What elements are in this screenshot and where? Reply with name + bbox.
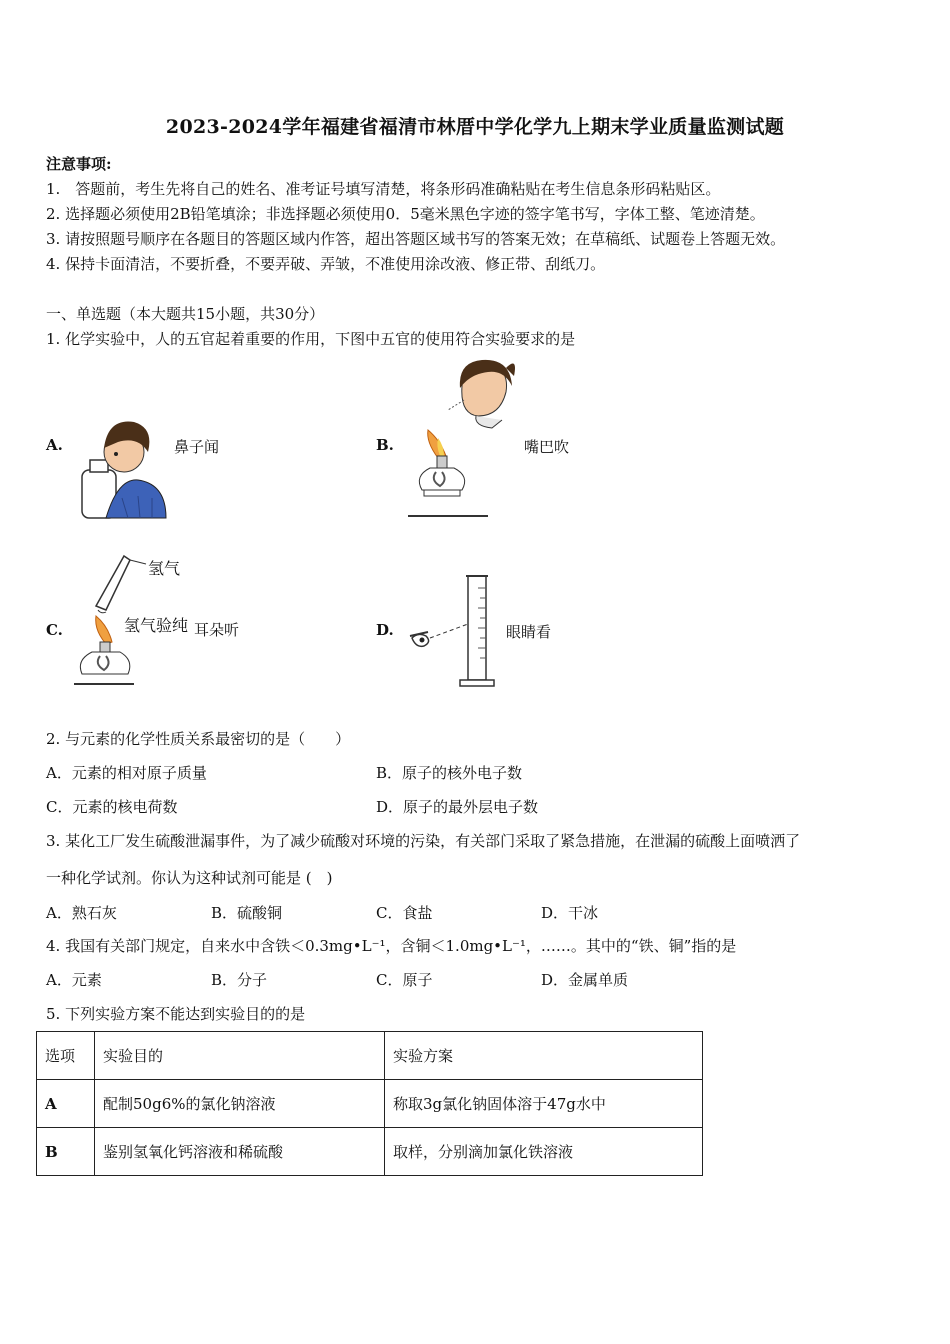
experiment-table xyxy=(36,1031,703,1176)
question-3-stem: 3. 某化工厂发生硫酸泄漏事件，为了减少硫酸对环境的污染，有关部门采取了紧急措施，在泄漏的硫酸上面喷洒了 xyxy=(46,832,801,850)
table-cell: 鉴别氢氧化钙溶液和稀硫酸 xyxy=(95,1128,385,1176)
table-header-cell: 选项 xyxy=(37,1032,95,1080)
question-1-stem: 1. 化学实验中，人的五官起着重要的作用，下图中五官的使用符合实验要求的是 xyxy=(46,330,576,348)
q2-option: A．元素的相对原子质量 xyxy=(46,764,207,782)
question-4-stem: 4. 我国有关部门规定，自来水中含铁＜0.3mg•L⁻¹，含铜＜1.0mg•L⁻¹，……。其中的“铁、铜”指的是 xyxy=(46,937,737,955)
q1-option-key: B. xyxy=(376,436,394,454)
notice-item: 4. 保持卡面清洁，不要折叠，不要弄破、弄皱，不准使用涂改液、修正带、刮纸刀。 xyxy=(46,255,606,273)
table-cell: B xyxy=(37,1128,95,1176)
table-row xyxy=(37,1128,703,1176)
q4-option: D．金属单质 xyxy=(541,971,629,989)
page-title: 2023-2024学年福建省福清市林厝中学化学九上期末学业质量监测试题 xyxy=(165,116,785,138)
q3-option: D．干冰 xyxy=(541,904,599,922)
q2-option: C．元素的核电荷数 xyxy=(46,798,178,816)
notice-item: 1. 答题前，考生先将自己的姓名、准考证号填写清楚，将条形码准确粘贴在考生信息条形码粘贴区。 xyxy=(46,180,721,198)
table-header-cell: 实验目的 xyxy=(95,1032,385,1080)
question-5-stem: 5. 下列实验方案不能达到实验目的的是 xyxy=(46,1005,306,1023)
section-heading: 一、单选题（本大题共15小题，共30分） xyxy=(46,305,325,323)
q1-option-caption: 鼻子闻 xyxy=(174,438,220,456)
q1-figure-a-smell xyxy=(78,408,170,522)
notice-heading: 注意事项: xyxy=(46,155,112,173)
q3-option: C．食盐 xyxy=(376,904,433,922)
q2-option: B．原子的核外电子数 xyxy=(376,764,523,782)
q1-c-label-test: 氢气验纯 xyxy=(124,616,189,635)
q1-option-caption: 嘴巴吹 xyxy=(524,438,570,456)
q1-figure-b-blow xyxy=(406,356,522,520)
table-cell: A xyxy=(37,1080,95,1128)
q1-option-key: C. xyxy=(46,621,63,639)
notice-item: 2. 选择题必须使用2B铅笔填涂；非选择题必须使用0．5毫米黑色字迹的签字笔书写，字体工整、笔迹清楚。 xyxy=(46,205,765,223)
q3-option: B．硫酸铜 xyxy=(211,904,283,922)
q3-option: A．熟石灰 xyxy=(46,904,117,922)
q4-option: C．原子 xyxy=(376,971,433,989)
q1-option-key: A. xyxy=(46,436,63,454)
q1-c-label-gas: 氢气 xyxy=(148,559,181,578)
notice-item: 3. 请按照题号顺序在各题目的答题区域内作答，超出答题区域书写的答案无效；在草稿纸、试题卷上答题无效。 xyxy=(46,230,786,248)
table-header-cell: 实验方案 xyxy=(385,1032,703,1080)
table-cell: 取样，分别滴加氯化铁溶液 xyxy=(385,1128,703,1176)
question-2-stem: 2. 与元素的化学性质关系最密切的是（ ） xyxy=(46,730,351,748)
q4-option: B．分子 xyxy=(211,971,268,989)
question-3-stem: 一种化学试剂。你认为这种试剂可能是 ( ) xyxy=(46,869,333,887)
table-cell: 配制50g6%的氯化钠溶液 xyxy=(95,1080,385,1128)
q1-option-key: D. xyxy=(376,621,394,639)
q4-option: A．元素 xyxy=(46,971,102,989)
table-cell: 称取3g氯化钠固体溶于47g水中 xyxy=(385,1080,703,1128)
table-header-row xyxy=(37,1032,703,1080)
q1-figure-d-read-cylinder xyxy=(406,572,500,688)
q1-option-caption: 耳朵听 xyxy=(194,621,240,639)
table-row xyxy=(37,1080,703,1128)
q2-option: D．原子的最外层电子数 xyxy=(376,798,539,816)
q1-option-caption: 眼睛看 xyxy=(506,623,552,641)
